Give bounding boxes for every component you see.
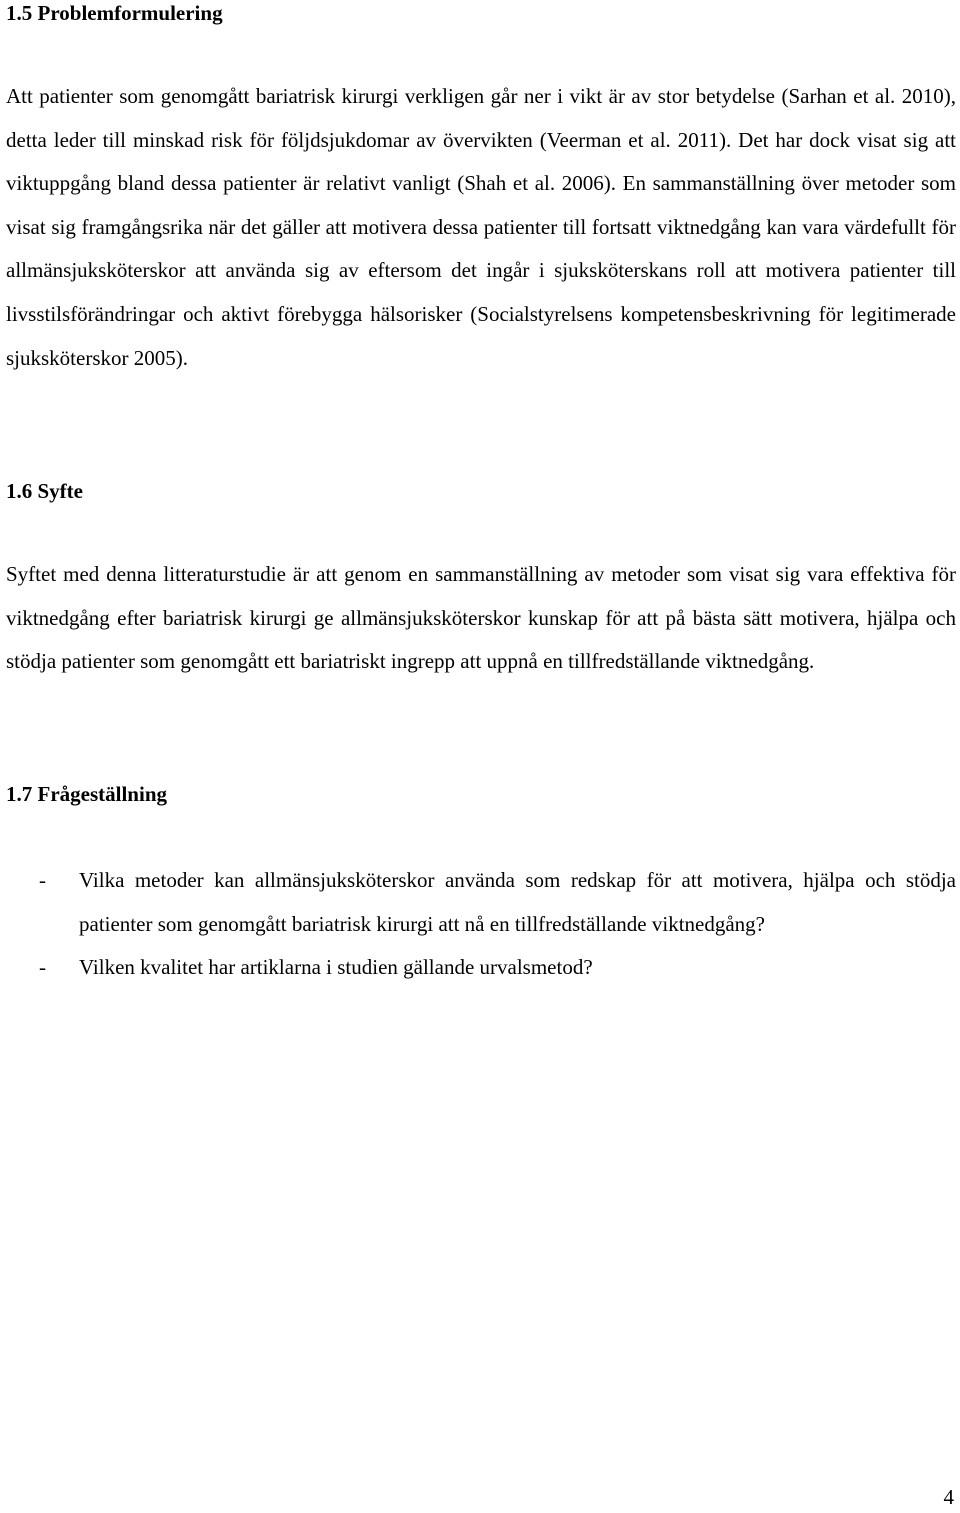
research-question-text: Vilka metoder kan allmänsjuksköterskor använda som redskap för att motivera, hjälpa och stödja patienter som genomgått bariatrisk kirurgi att nå en tillfredställande viktnedgång? bbox=[79, 868, 956, 936]
research-question-item bbox=[6, 859, 956, 946]
section-heading-syfte: 1.6 Syfte bbox=[6, 479, 83, 503]
section-heading-problemformulering: 1.5 Problemformulering bbox=[6, 1, 223, 25]
problemformulering-paragraph: Att patienter som genomgått bariatrisk kirurgi verkligen går ner i vikt är av stor betydelse (Sarhan et al. 2010), detta leder till minskad risk för följdsjukdomar av övervikten (Veerman et al. 2011). Det har dock visat sig att viktuppgång bland dessa patienter är relativt vanligt (Shah et al. 2006). En sammanställning över metoder som visat sig framgångsrika när det gäller att motivera dessa patienter till fortsatt viktnedgång kan vara värdefullt för allmänsjuksköterskor att använda sig av eftersom det ingår i sjuksköterskans roll att motivera patienter till livsstilsförändringar och aktivt förebygga hälsorisker (Socialstyrelsens kompetensbeskrivning för legitimerade sjuksköterskor 2005). bbox=[6, 84, 956, 370]
research-questions-list bbox=[6, 859, 956, 990]
list-dash-marker: - bbox=[39, 868, 46, 892]
research-question-text: Vilken kvalitet har artiklarna i studien gällande urvalsmetod? bbox=[79, 955, 593, 979]
page-number: 4 bbox=[943, 1485, 954, 1509]
list-dash-marker: - bbox=[39, 955, 46, 979]
section-heading-fragestallning: 1.7 Frågeställning bbox=[6, 782, 167, 806]
syfte-paragraph: Syftet med denna litteraturstudie är att genom en sammanställning av metoder som visat sig vara effektiva för viktnedgång efter bariatrisk kirurgi ge allmänsjuksköterskor kunskap för att på bästa sätt motivera, hjälpa och stödja patienter som genomgått ett bariatriskt ingrepp att uppnå en tillfredställande viktnedgång. bbox=[6, 562, 956, 674]
research-question-item bbox=[6, 946, 956, 990]
